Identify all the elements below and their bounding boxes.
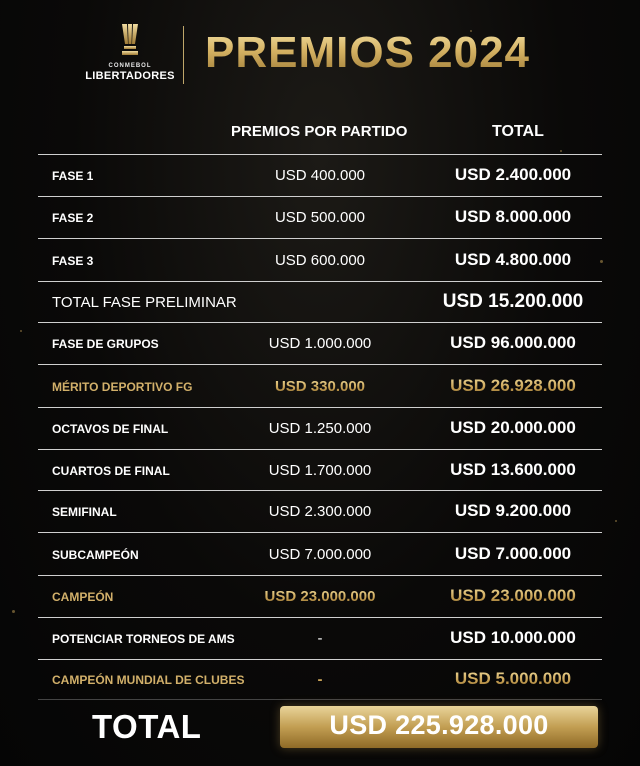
row-per-match: USD 400.000: [274, 167, 366, 184]
table-row: [38, 490, 602, 533]
row-total: USD 23.000.000: [428, 586, 598, 606]
row-total: USD 9.200.000: [454, 501, 572, 520]
row-label: CUARTOS DE FINAL: [52, 463, 170, 478]
header: [0, 0, 640, 110]
row-label: CAMPEÓN: [52, 590, 114, 604]
row-per-match: USD 23.000.000: [258, 588, 382, 605]
sparkle: [615, 520, 617, 522]
grand-total-label: TOTAL: [92, 708, 202, 745]
brand-libertadores: LIBERTADORES: [85, 70, 175, 82]
table-row: [38, 364, 602, 408]
row-total: USD 2.400.000: [454, 165, 572, 184]
table-row: [38, 407, 602, 450]
row-total: USD 4.800.000: [454, 249, 572, 269]
page-title: PREMIOS 2024: [205, 28, 531, 77]
table-row: [38, 154, 602, 197]
table-row: [38, 575, 602, 618]
row-total: USD 15.200.000: [442, 290, 584, 312]
row-per-match: USD 330.000: [258, 378, 382, 395]
row-total: USD 13.600.000: [450, 459, 576, 479]
row-label: MÉRITO DEPORTIVO FG: [52, 379, 193, 394]
row-total: USD 10.000.000: [450, 628, 576, 647]
row-total: USD 8.000.000: [454, 207, 572, 226]
grand-total-box: [280, 706, 598, 748]
row-per-match: -: [317, 630, 323, 647]
row-per-match: USD 1.250.000: [268, 420, 372, 437]
table-bottom-divider: [38, 699, 602, 700]
table-row: [38, 238, 602, 282]
table-row: [38, 322, 602, 365]
column-header-per-match: PREMIOS POR PARTIDO: [231, 123, 408, 140]
row-label: SUBCAMPEÓN: [52, 547, 139, 562]
row-label: TOTAL FASE PRELIMINAR: [52, 293, 237, 311]
row-per-match: USD 7.000.000: [268, 545, 372, 563]
row-total: USD 5.000.000: [428, 669, 598, 689]
row-per-match: USD 500.000: [274, 209, 366, 226]
row-label: FASE 1: [52, 169, 94, 183]
trophy-icon: [118, 22, 142, 56]
sparkle: [20, 330, 22, 332]
table-row: [38, 617, 602, 660]
row-label: CAMPEÓN MUNDIAL DE CLUBES: [52, 673, 245, 687]
row-label: OCTAVOS DE FINAL: [52, 422, 169, 436]
grand-total-value: USD 225.928.000: [329, 710, 549, 740]
row-label: SEMIFINAL: [52, 505, 117, 519]
row-per-match: USD 1.700.000: [268, 461, 372, 479]
row-total: USD 20.000.000: [450, 418, 576, 437]
sparkle: [560, 150, 562, 152]
row-per-match: USD 2.300.000: [268, 503, 372, 520]
row-total: USD 96.000.000: [450, 333, 576, 352]
row-per-match: USD 1.000.000: [268, 335, 372, 352]
header-divider: [183, 26, 184, 84]
table-row: [38, 281, 602, 323]
brand-conmebol: CONMEBOL: [108, 63, 152, 69]
table-row: [38, 532, 602, 576]
row-label: FASE 2: [52, 211, 94, 225]
row-per-match: -: [258, 671, 382, 688]
column-header-total: TOTAL: [492, 123, 544, 140]
table-row: [38, 196, 602, 239]
row-label: FASE 3: [52, 253, 94, 268]
libertadores-logo: [78, 22, 182, 88]
row-label: FASE DE GRUPOS: [52, 337, 159, 351]
sparkle: [12, 610, 15, 613]
row-total: USD 7.000.000: [454, 543, 572, 563]
row-label: POTENCIAR TORNEOS DE AMS: [52, 632, 235, 646]
row-per-match: USD 600.000: [274, 251, 366, 269]
row-total: USD 26.928.000: [428, 376, 598, 396]
table-row: [38, 449, 602, 491]
table-row: [38, 659, 602, 700]
